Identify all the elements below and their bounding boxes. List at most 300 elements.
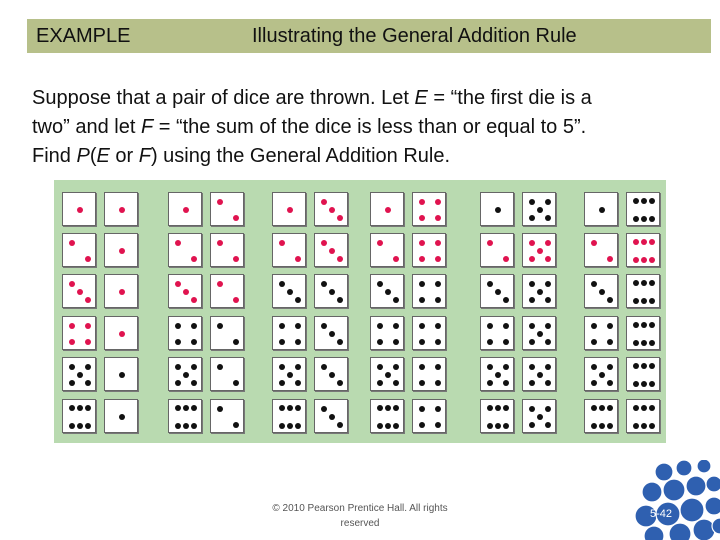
die-pip [607,323,613,329]
die-face-1 [104,357,138,391]
die-pip [377,423,383,429]
die-pip [649,239,655,245]
die-pip [529,240,535,246]
die-pip [607,297,613,303]
copyright-line: reserved [340,518,380,529]
die-face-3 [314,192,348,226]
die-pip [419,364,425,370]
die-pip [545,281,551,287]
die-pip [279,380,285,386]
die-face-2 [210,316,244,350]
die-face-1 [168,192,202,226]
die-pip [591,339,597,345]
die-pip [545,240,551,246]
die-pip [175,339,181,345]
die-pip [279,323,285,329]
die-pip [633,363,639,369]
die-pip [77,423,83,429]
die-face-6 [626,192,660,226]
die-pip [419,199,425,205]
die-pip [217,364,223,370]
die-pip [337,256,343,262]
die-pip [633,340,639,346]
problem-text: = “the sum of the dice is less than or equal to 5”. [153,116,587,138]
die-pip [607,339,613,345]
die-pip [503,256,509,262]
example-label: EXAMPLE [36,25,131,47]
die-pip [419,406,425,412]
die-pip [599,372,605,378]
die-pip [529,364,535,370]
die-face-5 [168,357,202,391]
die-pip [435,380,441,386]
die-pip [233,215,239,221]
die-pip [529,406,535,412]
problem-text: ( [89,145,97,167]
die-pip [279,240,285,246]
die-pip [529,323,535,329]
die-pip [419,240,425,246]
die-pip [393,323,399,329]
die-face-6 [626,316,660,350]
die-pip [295,364,301,370]
die-pip [69,281,75,287]
die-pip [633,198,639,204]
problem-statement [32,84,692,171]
die-face-2 [210,357,244,391]
die-face-6 [272,399,306,433]
die-face-5 [272,357,306,391]
die-pip [175,380,181,386]
die-pip [69,423,75,429]
die-pip [495,207,501,213]
die-face-6 [626,357,660,391]
copyright-line: © 2010 Pearson Prentice Hall. All rights [272,503,448,514]
die-face-5 [370,357,404,391]
die-pip [233,297,239,303]
die-pip [633,257,639,263]
copyright-footer [248,501,472,531]
die-pip [435,323,441,329]
die-face-2 [584,233,618,267]
die-pip [607,256,613,262]
die-pip [545,339,551,345]
die-pip [183,207,189,213]
die-pip [295,380,301,386]
die-pip [633,381,639,387]
die-pip [545,380,551,386]
die-pip [217,240,223,246]
die-face-5 [522,357,556,391]
die-face-6 [168,399,202,433]
die-face-6 [480,399,514,433]
die-pip [119,248,125,254]
die-pip [495,289,501,295]
die-face-3 [480,274,514,308]
die-face-3 [314,316,348,350]
die-pip [287,372,293,378]
die-pip [649,363,655,369]
die-pip [537,414,543,420]
die-pip [295,297,301,303]
die-pip [377,364,383,370]
die-face-4 [480,316,514,350]
die-pip [487,364,493,370]
die-pip [529,281,535,287]
die-face-4 [412,192,446,226]
die-face-5 [62,357,96,391]
die-pip [435,364,441,370]
die-pip [175,281,181,287]
die-pip [69,323,75,329]
die-pip [529,380,535,386]
die-face-5 [522,233,556,267]
die-face-6 [62,399,96,433]
die-pip [321,323,327,329]
die-pip [435,256,441,262]
die-face-2 [480,233,514,267]
die-pip [393,380,399,386]
die-pip [377,281,383,287]
die-pip [435,422,441,428]
die-pip [69,240,75,246]
die-pip [85,256,91,262]
die-pip [217,199,223,205]
die-pip [633,322,639,328]
die-pip [119,414,125,420]
die-pip [191,256,197,262]
die-face-5 [522,316,556,350]
die-pip [69,364,75,370]
die-pip [377,339,383,345]
die-pip [607,380,613,386]
die-face-4 [412,233,446,267]
problem-text: ) using the General Addition Rule. [150,145,451,167]
dice-outcomes-grid [54,180,666,443]
die-pip [385,289,391,295]
die-pip [487,405,493,411]
die-pip [649,322,655,328]
die-pip [545,323,551,329]
die-pip [641,198,647,204]
die-face-4 [62,316,96,350]
die-pip [377,380,383,386]
die-pip [217,281,223,287]
event-f: F [140,116,154,138]
die-pip [191,339,197,345]
die-face-1 [480,192,514,226]
die-pip [279,281,285,287]
die-pip [487,423,493,429]
die-pip [641,216,647,222]
die-face-5 [522,192,556,226]
die-face-1 [272,192,306,226]
die-pip [393,405,399,411]
die-face-4 [412,274,446,308]
die-pip [233,339,239,345]
die-face-4 [272,316,306,350]
die-pip [295,405,301,411]
die-pip [217,406,223,412]
problem-text: or [109,145,139,167]
die-face-1 [62,192,96,226]
die-pip [503,339,509,345]
problem-text: two” and let [32,116,141,138]
die-pip [607,423,613,429]
die-pip [537,372,543,378]
die-face-6 [370,399,404,433]
die-pip [435,297,441,303]
die-pip [377,323,383,329]
die-face-5 [480,357,514,391]
die-face-2 [62,233,96,267]
die-pip [545,406,551,412]
die-pip [191,323,197,329]
die-pip [641,381,647,387]
die-pip [633,216,639,222]
die-pip [633,280,639,286]
die-pip [377,240,383,246]
die-pip [419,281,425,287]
problem-text: Suppose that a pair of dice are thrown. Let [32,87,415,109]
die-pip [419,256,425,262]
die-face-3 [314,233,348,267]
die-pip [321,406,327,412]
die-face-4 [584,316,618,350]
die-pip [217,323,223,329]
die-pip [545,215,551,221]
die-pip [337,215,343,221]
die-pip [85,297,91,303]
die-pip [233,256,239,262]
die-pip [537,207,543,213]
die-pip [337,422,343,428]
die-pip [641,405,647,411]
die-pip [607,405,613,411]
slide-title: Illustrating the General Addition Rule [252,25,577,47]
die-pip [393,423,399,429]
die-pip [119,289,125,295]
die-pip [503,423,509,429]
die-pip [419,422,425,428]
die-pip [633,405,639,411]
die-pip [545,199,551,205]
die-pip [495,372,501,378]
die-face-3 [370,274,404,308]
die-pip [69,405,75,411]
die-pip [435,240,441,246]
die-pip [419,297,425,303]
die-pip [85,423,91,429]
die-face-3 [272,274,306,308]
die-pip [529,256,535,262]
die-pip [641,239,647,245]
die-pip [591,380,597,386]
die-face-5 [522,274,556,308]
die-pip [649,405,655,411]
die-pip [529,339,535,345]
die-face-1 [584,192,618,226]
die-pip [649,381,655,387]
die-pip [233,380,239,386]
problem-text: Find [32,145,77,167]
die-pip [329,248,335,254]
die-face-2 [210,274,244,308]
die-pip [503,380,509,386]
die-face-1 [104,274,138,308]
die-pip [279,364,285,370]
die-pip [77,289,83,295]
die-pip [529,422,535,428]
die-pip [419,380,425,386]
die-pip [385,405,391,411]
die-face-3 [168,274,202,308]
die-face-3 [62,274,96,308]
die-pip [175,405,181,411]
die-pip [529,215,535,221]
die-pip [435,199,441,205]
die-pip [295,323,301,329]
die-pip [487,380,493,386]
die-pip [503,297,509,303]
die-face-1 [104,192,138,226]
die-face-6 [626,233,660,267]
die-face-2 [210,233,244,267]
die-pip [119,372,125,378]
die-pip [279,405,285,411]
die-pip [641,257,647,263]
die-face-3 [314,357,348,391]
die-face-2 [168,233,202,267]
die-pip [393,364,399,370]
die-pip [377,405,383,411]
die-pip [633,239,639,245]
die-pip [175,364,181,370]
die-pip [85,364,91,370]
die-pip [503,323,509,329]
die-pip [649,198,655,204]
die-pip [545,364,551,370]
die-pip [503,364,509,370]
die-pip [649,340,655,346]
die-pip [183,405,189,411]
die-pip [191,297,197,303]
die-pip [385,207,391,213]
die-pip [279,339,285,345]
die-pip [591,364,597,370]
die-pip [419,339,425,345]
die-pip [69,380,75,386]
die-pip [321,364,327,370]
die-pip [191,405,197,411]
die-face-4 [168,316,202,350]
die-pip [233,422,239,428]
die-pip [607,364,613,370]
die-pip [419,323,425,329]
die-pip [633,423,639,429]
die-pip [599,289,605,295]
die-face-3 [584,274,618,308]
die-pip [337,297,343,303]
die-face-4 [412,316,446,350]
die-pip [641,363,647,369]
die-pip [287,207,293,213]
die-face-2 [370,233,404,267]
die-pip [385,423,391,429]
die-pip [295,423,301,429]
die-pip [77,207,83,213]
die-pip [503,405,509,411]
die-pip [85,339,91,345]
die-pip [295,256,301,262]
die-face-1 [104,399,138,433]
die-pip [649,216,655,222]
die-pip [599,423,605,429]
die-pip [641,322,647,328]
die-pip [183,372,189,378]
die-pip [537,289,543,295]
die-pip [175,240,181,246]
die-pip [329,207,335,213]
die-pip [329,372,335,378]
die-face-5 [584,357,618,391]
die-pip [321,281,327,287]
die-pip [435,406,441,412]
die-face-4 [412,399,446,433]
event-f: F [138,145,151,167]
die-pip [287,405,293,411]
die-pip [85,323,91,329]
die-pip [279,423,285,429]
problem-text: = “the first die is a [427,87,592,109]
die-pip [599,405,605,411]
die-pip [641,280,647,286]
die-face-6 [626,274,660,308]
die-pip [329,414,335,420]
probability-symbol: P [76,145,90,167]
die-pip [529,297,535,303]
die-pip [329,289,335,295]
die-pip [641,298,647,304]
die-pip [649,257,655,263]
die-pip [435,281,441,287]
die-pip [191,364,197,370]
die-pip [591,323,597,329]
die-pip [385,372,391,378]
die-pip [183,289,189,295]
die-pip [191,380,197,386]
die-pip [321,199,327,205]
die-pip [77,405,83,411]
die-pip [175,323,181,329]
die-pip [545,297,551,303]
die-pip [591,281,597,287]
page-number: 5-42 [650,508,673,520]
die-pip [487,339,493,345]
die-face-1 [104,316,138,350]
die-face-2 [210,192,244,226]
die-pip [435,215,441,221]
die-face-1 [370,192,404,226]
die-face-6 [626,399,660,433]
die-pip [633,298,639,304]
die-pip [295,339,301,345]
die-face-6 [584,399,618,433]
die-pip [287,289,293,295]
die-face-2 [210,399,244,433]
die-pip [191,423,197,429]
die-pip [183,423,189,429]
